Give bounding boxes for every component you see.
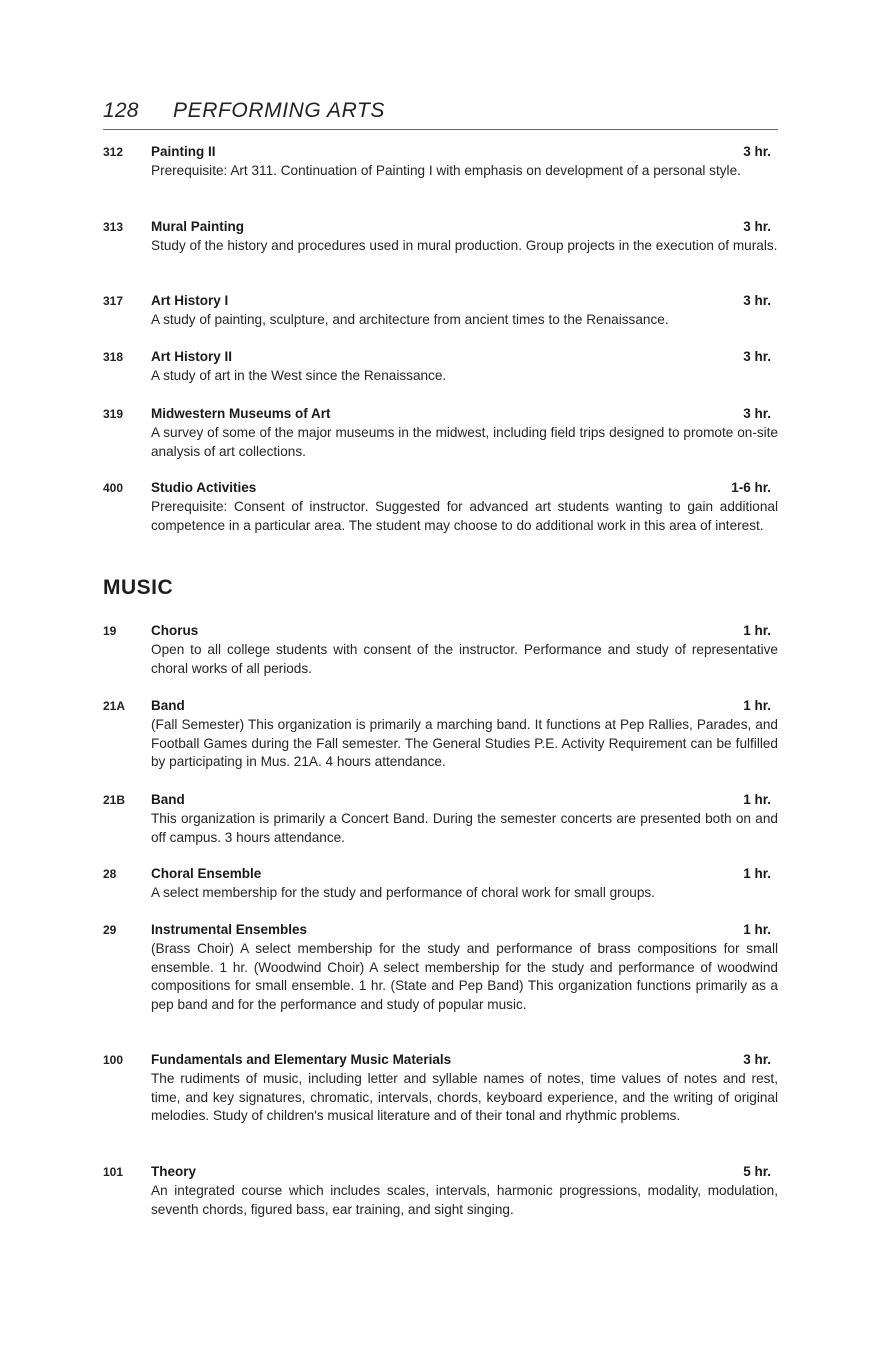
course-description: A study of painting, sculpture, and architecture from ancient times to the Renaissance.: [151, 312, 669, 327]
course-number: 317: [103, 294, 124, 308]
course-description: (Fall Semester) This organization is primarily a marching band. It functions at Pep Rallies, Parades, and Football Games during the Fall semester. The General Studies P.E. Activity Requirement can be fulfilled by participating in Mus. 21A. 4 hours attendance.: [151, 717, 778, 770]
course-description: A select membership for the study and performance of choral work for small groups.: [151, 885, 655, 900]
section-heading-music: MUSIC: [103, 576, 174, 599]
course-description: A survey of some of the major museums in the midwest, including field trips designed to promote on-site analysis of art collections.: [151, 425, 778, 459]
course-number: 19: [103, 624, 117, 638]
course-description: Prerequisite: Consent of instructor. Suggested for advanced art students wanting to gain additional competence in a particular area. The student may choose to do additional work in this area of interest.: [151, 499, 778, 533]
course-number: 312: [103, 145, 124, 159]
course-description: The rudiments of music, including letter and syllable names of notes, time values of notes and rest, time, and key signatures, chromatic, intervals, chords, keyboard experience, and the writing of original melodies. Study of children's musical literature and of their tonal and rhythmic problems.: [151, 1071, 778, 1124]
course-description: This organization is primarily a Concert Band. During the semester concerts are presented both on and off campus. 3 hours attendance.: [151, 811, 778, 845]
course-description: (Brass Choir) A select membership for the study and performance of brass compositions for small ensemble. 1 hr. (Woodwind Choir) A select membership for the study and performance of woodwind compositions for small ensemble. 1 hr. (State and Pep Band) This organization functions primarily as a pep band and for the performance and study of popular music.: [151, 941, 778, 1013]
course-title: Choral Ensemble: [151, 866, 262, 881]
course-hours: 3 hr.: [743, 349, 771, 364]
course-title: Art History II: [151, 349, 233, 364]
course-title: Midwestern Museums of Art: [151, 406, 331, 421]
course-number: 319: [103, 407, 124, 421]
course-number: 21B: [103, 793, 126, 807]
course-title: Fundamentals and Elementary Music Materials: [151, 1052, 452, 1067]
course-title: Band: [151, 698, 185, 713]
course-number: 100: [103, 1053, 124, 1067]
course-description: Study of the history and procedures used in mural production. Group projects in the execution of murals.: [151, 238, 778, 253]
course-description: Open to all college students with consent of the instructor. Performance and study of representative choral works of all periods.: [151, 642, 778, 676]
course-description: Prerequisite: Art 311. Continuation of Painting I with emphasis on development of a personal style.: [151, 163, 741, 178]
course-number: 313: [103, 220, 124, 234]
course-title: Studio Activities: [151, 480, 257, 495]
course-title: Art History I: [151, 293, 229, 308]
course-title: Band: [151, 792, 185, 807]
course-hours: 1 hr.: [743, 698, 771, 713]
course-title: Theory: [151, 1164, 197, 1179]
course-hours: 1-6 hr.: [731, 480, 771, 495]
course-title: Chorus: [151, 623, 199, 638]
course-number: 318: [103, 350, 124, 364]
course-hours: 1 hr.: [743, 623, 771, 638]
course-hours: 3 hr.: [743, 293, 771, 308]
course-hours: 1 hr.: [743, 922, 771, 937]
course-hours: 3 hr.: [743, 144, 771, 159]
course-number: 101: [103, 1165, 124, 1179]
course-number: 21A: [103, 699, 126, 713]
course-title: Painting II: [151, 144, 216, 159]
course-hours: 3 hr.: [743, 219, 771, 234]
course-title: Instrumental Ensembles: [151, 922, 308, 937]
course-number: 28: [103, 867, 117, 881]
course-hours: 5 hr.: [743, 1164, 771, 1179]
course-title: Mural Painting: [151, 219, 245, 234]
course-hours: 3 hr.: [743, 406, 771, 421]
course-hours: 3 hr.: [743, 1052, 771, 1067]
course-hours: 1 hr.: [743, 792, 771, 807]
page-header: [103, 97, 778, 130]
section-title: PERFORMING ARTS: [173, 99, 386, 122]
course-number: 29: [103, 923, 117, 937]
course-description: A study of art in the West since the Renaissance.: [151, 368, 447, 383]
course-description: An integrated course which includes scales, intervals, harmonic progressions, modality, modulation, seventh chords, figured bass, ear training, and sight singing.: [151, 1183, 778, 1217]
page-number: 128: [103, 99, 139, 122]
course-hours: 1 hr.: [743, 866, 771, 881]
course-number: 400: [103, 481, 124, 495]
